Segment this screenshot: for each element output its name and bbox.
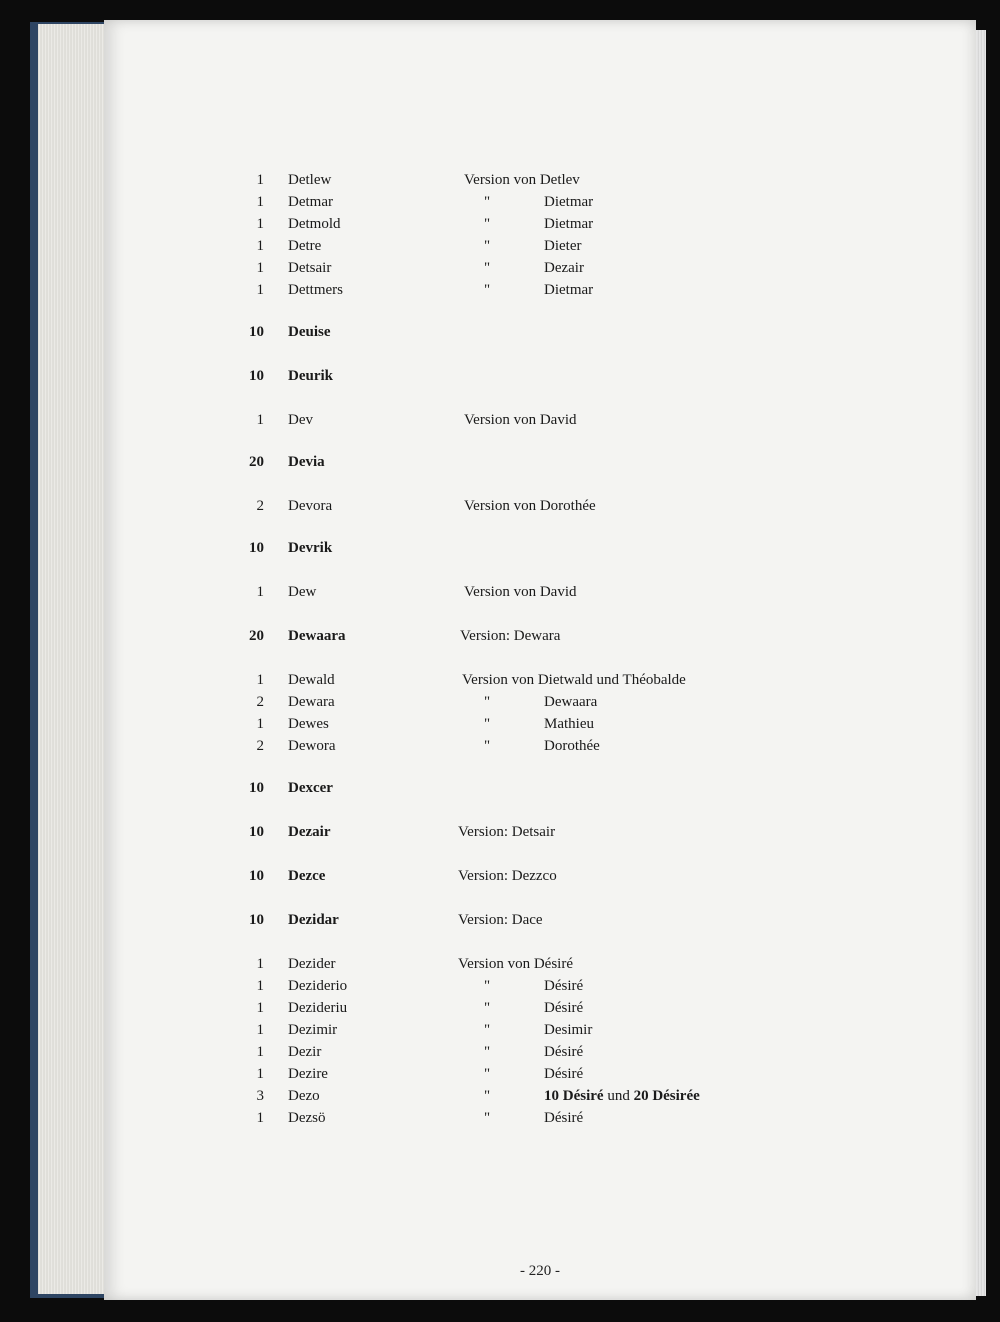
ditto-mark: " [484,1110,491,1126]
entry-reference: Dewaara [544,694,598,710]
ditto-mark: " [484,216,491,232]
table-row [104,910,976,930]
entry-reference: Désiré [544,978,584,994]
entry-reference: Désiré [544,1110,584,1126]
entry-reference: Dietmar [544,282,594,298]
entry-name: Devrik [288,540,333,556]
entry-count: 10 [249,368,264,384]
entry-name: Dev [288,412,313,428]
table-row [104,778,976,798]
entry-count: 1 [256,584,264,600]
entry-description: Version: Dewara [460,628,561,644]
entry-name: Detsair [288,260,332,276]
table-row [104,496,976,516]
entry-count: 1 [256,672,264,688]
table-row [104,410,976,430]
table-row [104,1086,976,1106]
entry-description: Version von David [464,412,577,428]
entry-count: 20 [249,454,264,470]
ditto-mark: " [484,238,491,254]
entry-description: Version von Dietwald und Théobalde [462,672,686,688]
entry-count: 1 [256,194,264,210]
entry-name: Dettmers [288,282,343,298]
entry-name: Dezimir [288,1022,338,1038]
entry-name: Dewara [288,694,335,710]
table-row [104,866,976,886]
table-row [104,626,976,646]
page-number: - 220 - [520,1263,560,1279]
entry-description: Version von Detlev [464,172,580,188]
entry-name: Dewes [288,716,329,732]
reference-bold-b: 20 Désirée [633,1088,700,1104]
entry-reference: Mathieu [544,716,594,732]
entry-count: 3 [256,1088,264,1104]
entry-description: Version von Désiré [458,956,573,972]
table-row [104,538,976,558]
table-row [104,1042,976,1062]
entry-count: 1 [256,978,264,994]
entry-name: Deurik [288,368,333,384]
entry-name: Dezsö [288,1110,326,1126]
entry-count: 1 [256,1110,264,1126]
table-row [104,582,976,602]
entry-reference: Désiré [544,1066,584,1082]
entry-reference: Désiré [544,1000,584,1016]
entry-name: Dew [288,584,317,600]
entry-reference [544,1086,700,1106]
entry-reference: Desimir [544,1022,593,1038]
ditto-mark: " [484,282,491,298]
entry-name: Dezider [288,956,336,972]
table-row [104,1064,976,1084]
table-row [104,170,976,190]
entry-name: Deuise [288,324,331,340]
table-row [104,322,976,342]
table-row [104,736,976,756]
entry-count: 10 [249,912,264,928]
table-row [104,258,976,278]
entry-count: 2 [256,738,264,754]
entry-count: 20 [249,628,264,644]
entry-name: Detmar [288,194,333,210]
table-row [104,976,976,996]
table-row [104,1020,976,1040]
entry-count: 2 [256,498,264,514]
table-row [104,280,976,300]
entry-count: 1 [256,1066,264,1082]
table-row [104,670,976,690]
ditto-mark: " [484,1044,491,1060]
entry-name: Dezce [288,868,326,884]
entry-name: Dezideriu [288,1000,348,1016]
table-row [104,366,976,386]
ditto-mark: " [484,1088,491,1104]
entry-reference: Dieter [544,238,582,254]
entry-count: 2 [256,694,264,710]
table-row [104,692,976,712]
reference-bold-a: 10 Désiré [544,1088,604,1104]
entry-count: 10 [249,780,264,796]
ditto-mark: " [484,694,491,710]
table-row [104,714,976,734]
table-row [104,1108,976,1128]
book-page [104,20,976,1300]
ditto-mark: " [484,978,491,994]
entry-name: Detmold [288,216,341,232]
entry-count: 1 [256,1022,264,1038]
table-row [104,192,976,212]
ditto-mark: " [484,738,491,754]
entry-count: 1 [256,282,264,298]
entry-description: Version von David [464,584,577,600]
entry-name: Dewora [288,738,336,754]
table-row [104,236,976,256]
ditto-mark: " [484,260,491,276]
entry-name: Dezire [288,1066,328,1082]
entry-name: Dezir [288,1044,322,1060]
entry-name: Dezo [288,1088,320,1104]
entry-count: 1 [256,260,264,276]
reference-conjunction: und [603,1088,634,1104]
entry-name: Detlew [288,172,332,188]
entry-description: Version von Dorothée [464,498,596,514]
entry-count: 1 [256,216,264,232]
entry-description: Version: Dace [458,912,543,928]
entry-description: Version: Dezzco [458,868,557,884]
table-row [104,214,976,234]
entry-reference: Dietmar [544,194,594,210]
entry-description: Version: Detsair [458,824,556,840]
entry-name: Dezideri​o [288,978,348,994]
entry-name: Devora [288,498,333,514]
ditto-mark: " [484,716,491,732]
entry-count: 10 [249,540,264,556]
ditto-mark: " [484,1000,491,1016]
entry-name: Dexcer [288,780,333,796]
entry-reference: Désiré [544,1044,584,1060]
ditto-mark: " [484,1066,491,1082]
entry-count: 1 [256,172,264,188]
entry-count: 1 [256,716,264,732]
entry-reference: Dezair [544,260,584,276]
table-row [104,822,976,842]
entry-name: Dezidar [288,912,339,928]
entry-count: 10 [249,868,264,884]
table-row [104,452,976,472]
entry-name: Detre [288,238,322,254]
table-row [104,998,976,1018]
ditto-mark: " [484,1022,491,1038]
entry-count: 1 [256,412,264,428]
entry-name: Dewald [288,672,335,688]
entry-count: 1 [256,238,264,254]
entry-name: Dewaara [288,628,346,644]
entry-reference: Dietmar [544,216,594,232]
ditto-mark: " [484,194,491,210]
entry-name: Devia [288,454,325,470]
entry-count: 10 [249,324,264,340]
page-stack-edge [38,24,113,1294]
entry-count: 1 [256,1000,264,1016]
entry-count: 1 [256,956,264,972]
entry-count: 10 [249,824,264,840]
table-row [104,954,976,974]
entry-reference: Dorothée [544,738,600,754]
entry-count: 1 [256,1044,264,1060]
entry-name: Dezair [288,824,331,840]
